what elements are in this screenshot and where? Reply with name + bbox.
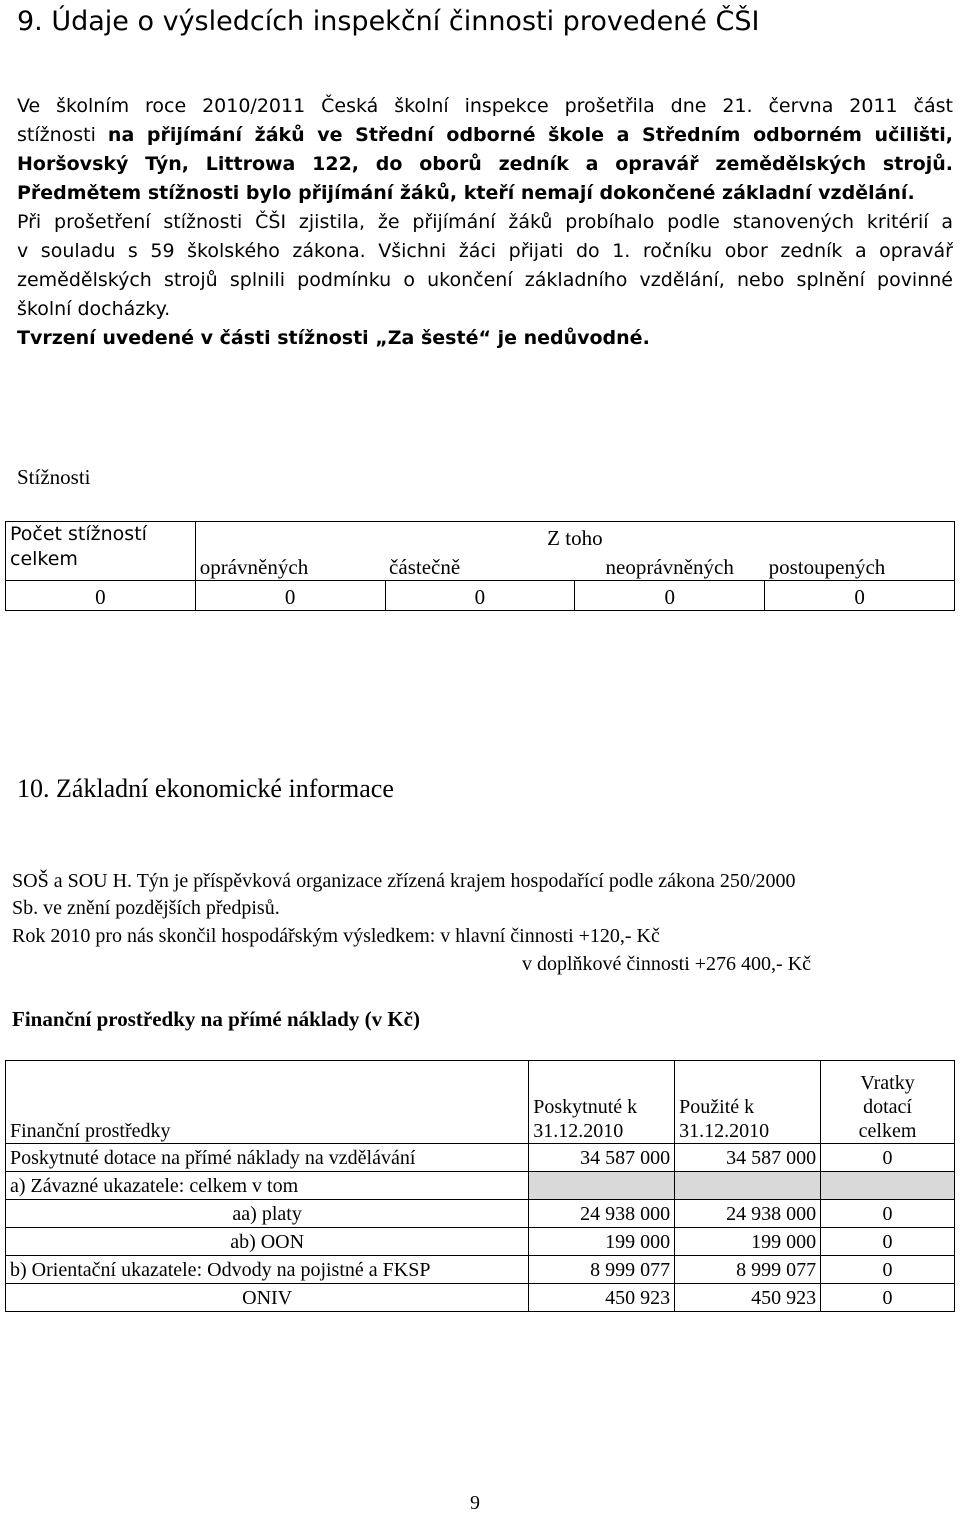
header-cell-provided-line: 31.12.2010 xyxy=(533,1120,624,1142)
complaints-title: Stížnosti xyxy=(17,465,91,489)
cell-provided: 199 000 xyxy=(529,1228,675,1256)
table-row xyxy=(6,522,955,552)
table-cell: 0 xyxy=(575,581,765,611)
cell-returned: 0 xyxy=(821,1256,955,1284)
cell-used xyxy=(675,1172,821,1200)
row-label: Poskytnuté dotace na přímé náklady na vzdělávání xyxy=(6,1144,529,1172)
header-cell-returned-line: Vratky xyxy=(860,1072,915,1094)
cell-returned: 0 xyxy=(821,1284,955,1312)
table-row xyxy=(6,581,955,611)
table-row xyxy=(6,1172,955,1200)
economic-result-line: v doplňkové činnosti +276 400,- Kč xyxy=(522,953,812,975)
cell-provided: 24 938 000 xyxy=(529,1200,675,1228)
paragraph-line: Horšovský Týn, Littrowa 122, do oborů zedník a opravář zemědělských strojů. xyxy=(17,153,953,175)
header-cell-used xyxy=(675,1061,821,1144)
of-which-header: Z toho xyxy=(195,522,954,552)
paragraph-inspection-findings xyxy=(17,208,953,324)
section-9-heading: 9. Údaje o výsledcích inspekční činnosti provedené ČŠI xyxy=(17,6,760,37)
cell-returned: 0 xyxy=(821,1200,955,1228)
header-cell-used-line: 31.12.2010 xyxy=(679,1120,770,1142)
header-cell-returned-line: dotací xyxy=(863,1096,912,1118)
table-header-row xyxy=(6,1061,955,1144)
cell-provided xyxy=(529,1172,675,1200)
paragraph-line: Ve školním roce 2010/2011 Česká školní inspekce prošetřila dne 21. června 2011 část xyxy=(17,95,953,117)
row-label: ab) OON xyxy=(6,1228,529,1256)
table-row xyxy=(6,1144,955,1172)
cell-used: 8 999 077 xyxy=(675,1256,821,1284)
economic-info-line: SOŠ a SOU H. Týn je příspěvková organizace zřízená krajem hospodařící podle zákona 250/2000 xyxy=(12,870,796,892)
table-row xyxy=(6,1200,955,1228)
financial-table xyxy=(5,1060,955,1312)
cell-returned xyxy=(821,1172,955,1200)
total-complaints-header: Počet stížností celkem xyxy=(6,522,196,581)
cell-returned: 0 xyxy=(821,1228,955,1256)
paragraph-inspection-intro xyxy=(17,92,953,208)
table-row xyxy=(6,1284,955,1312)
economic-info-line: Sb. ve znění pozdějších předpisů. xyxy=(12,897,280,919)
paragraph-line: Tvrzení uvedené v části stížnosti „Za šesté“ je nedůvodné. xyxy=(17,327,650,349)
complaints-table xyxy=(5,521,955,611)
paragraph-line: Předmětem stížnosti bylo přijímání žáků, kteří nemají dokončené základní vzdělání. xyxy=(17,182,915,204)
header-cell-returned xyxy=(821,1061,955,1144)
page-number: 9 xyxy=(470,1492,480,1514)
row-label: a) Závazné ukazatele: celkem v tom xyxy=(6,1172,529,1200)
col-header-unjustified: neoprávněných xyxy=(605,555,734,579)
row-label: aa) platy xyxy=(6,1200,529,1228)
paragraph-line-bold-part: na přijímání žáků ve Střední odborné škole a Středním odborném učilišti, xyxy=(107,124,953,146)
header-cell-provided-line: Poskytnuté k xyxy=(533,1096,638,1118)
section-10-heading: 10. Základní ekonomické informace xyxy=(17,774,394,803)
paragraph-line: v souladu s 59 školského zákona. Všichni žáci přijati do 1. ročníku obor zedník a opravář xyxy=(17,240,953,262)
paragraph-line: Při prošetření stížnosti ČŠI zjistila, že přijímání žáků probíhalo podle stanovených kritérií a xyxy=(17,211,953,233)
cell-provided: 450 923 xyxy=(529,1284,675,1312)
table-cell: 0 xyxy=(6,581,196,611)
table-row xyxy=(6,1228,955,1256)
paragraph-line: zemědělských strojů splnili podmínku o ukončení základního vzdělání, nebo splnění povinné xyxy=(17,269,953,291)
cell-used: 450 923 xyxy=(675,1284,821,1312)
paragraph-line-part: stížnosti xyxy=(17,124,108,146)
col-header-forwarded: postoupených xyxy=(765,551,955,581)
paragraph-line: školní docházky. xyxy=(17,298,171,320)
cell-provided: 8 999 077 xyxy=(529,1256,675,1284)
header-cell-returned-line: celkem xyxy=(858,1120,917,1142)
paragraph-line xyxy=(17,121,953,150)
cell-used: 199 000 xyxy=(675,1228,821,1256)
header-cell-used-line: Použité k xyxy=(679,1096,755,1118)
cell-provided: 34 587 000 xyxy=(529,1144,675,1172)
table-cell: 0 xyxy=(385,581,575,611)
paragraph-conclusion xyxy=(17,324,953,353)
col-header-justified: oprávněných xyxy=(195,551,385,581)
row-label: ONIV xyxy=(6,1284,529,1312)
table-cell: 0 xyxy=(765,581,955,611)
cell-returned: 0 xyxy=(821,1144,955,1172)
economic-result-line: Rok 2010 pro nás skončil hospodářským výsledkem: v hlavní činnosti +120,- Kč xyxy=(12,925,660,947)
header-cell-funds: Finanční prostředky xyxy=(6,1061,529,1144)
table-cell: 0 xyxy=(195,581,385,611)
row-label: b) Orientační ukazatele: Odvody na pojistné a FKSP xyxy=(6,1256,529,1284)
cell-used: 24 938 000 xyxy=(675,1200,821,1228)
table-row xyxy=(6,1256,955,1284)
col-header-partial: částečně xyxy=(389,555,461,579)
cell-used: 34 587 000 xyxy=(675,1144,821,1172)
financial-table-title: Finanční prostředky na přímé náklady (v Kč) xyxy=(12,1007,420,1031)
header-cell-provided xyxy=(529,1061,675,1144)
